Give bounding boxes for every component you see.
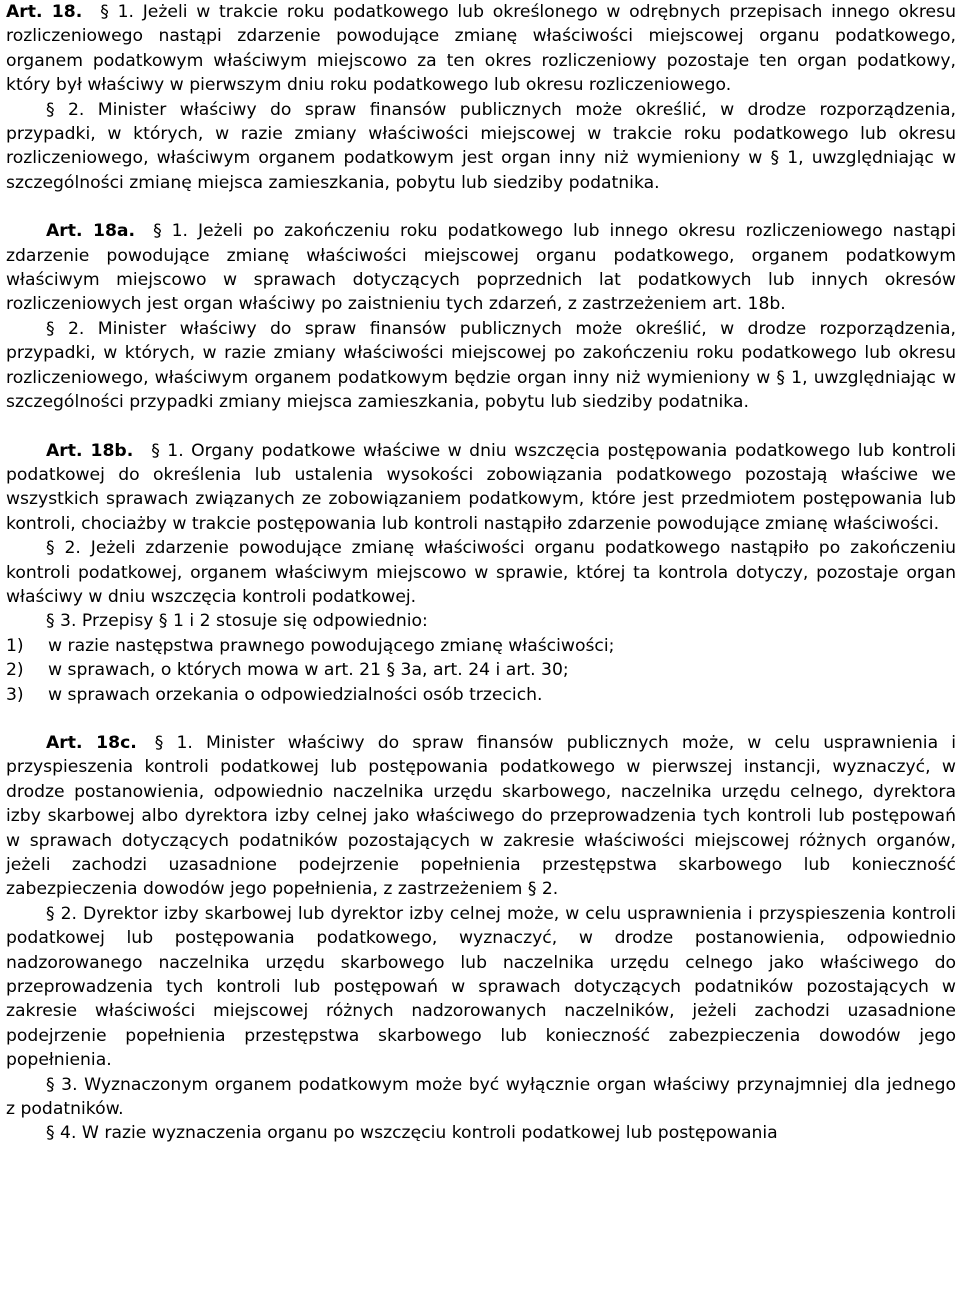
list-item: [6, 658, 956, 682]
list-item-number: 1): [6, 635, 24, 656]
list-item-number: 3): [6, 684, 24, 705]
article-18a-paragraph-1: [6, 219, 956, 317]
paragraph-text: § 1. Jeżeli po zakończeniu roku podatkowego lub innego okresu rozliczeniowego nastąpi zdarzenie powodujące zmianę właściwości miejscowej organu podatkowego, organem podatkowym właściwym miejscowo w sprawach dotyczących poprzednich lat podatkowych lub innych okresów rozliczeniowych jest organ właściwy po zaistnieniu tych zdarzeń, z zastrzeżeniem art. 18b.: [6, 221, 956, 315]
article-18b: [6, 439, 956, 707]
article-label: Art. 18.: [6, 2, 83, 22]
article-18c-paragraph-4: § 4. W razie wyznaczenia organu po wszczęciu kontroli podatkowej lub postępowania: [46, 1123, 778, 1144]
article-18c-paragraph-1: [6, 731, 956, 902]
list-item: [6, 634, 956, 658]
article-18-paragraph-1: [6, 0, 956, 98]
article-18a-paragraph-2: § 2. Minister właściwy do spraw finansów publicznych może określić, w drodze rozporządzenia, przypadki, w których, w razie zmiany właściwości miejscowej po zakończeniu roku podatkowego lub okresu rozliczeniowego, właściwym organem podatkowym będzie organ inny niż wymieniony w § 1, uwzględniając w szczególności przypadki zmiany miejsca zamieszkania, pobytu lub siedziby podatnika.: [6, 318, 956, 413]
article-label: Art. 18c.: [46, 732, 137, 753]
list-item: [6, 683, 956, 707]
article-18b-paragraph-2: § 2. Jeżeli zdarzenie powodujące zmianę właściwości organu podatkowego nastąpiło po zakończeniu kontroli podatkowej, organem właściwym miejscowo w sprawie, której ta kontrola dotyczy, pozostaje organ właściwy w dniu wszczęcia kontroli podatkowej.: [6, 538, 956, 607]
article-18-paragraph-2: § 2. Minister właściwy do spraw finansów publicznych może określić, w drodze rozporządzenia, przypadki, w których, w razie zmiany właściwości miejscowej w trakcie roku podatkowego lub okresu rozliczeniowego, właściwym organem podatkowym jest organ inny niż wymieniony w § 1, uwzględniając w szczególności zmianę miejsca zamieszkania, pobytu lub siedziby podatnika.: [6, 99, 956, 193]
article-18a: [6, 219, 956, 414]
paragraph-text: § 1. Organy podatkowe właściwe w dniu wszczęcia postępowania podatkowego lub kontroli podatkowej do określenia lub ustalenia wysokości zobowiązania podatkowego pozostają właściwe we wszystkich sprawach związanych ze zobowiązaniem podatkowym, które jest przedmiotem postępowania lub kontroli, chociażby w trakcie postępowania lub kontroli nastąpiło zdarzenie powodujące zmianę właściwości.: [6, 440, 956, 534]
article-18c-paragraph-3: § 3. Wyznaczonym organem podatkowym może być wyłącznie organ właściwy przynajmniej dla jednego z podatników.: [6, 1074, 956, 1120]
article-label: Art. 18b.: [46, 440, 134, 461]
article-18b-paragraph-3: § 3. Przepisy § 1 i 2 stosuje się odpowiednio:: [46, 611, 428, 632]
article-18c-paragraph-2: § 2. Dyrektor izby skarbowej lub dyrektor izby celnej może, w celu usprawnienia i przyspieszenia kontroli podatkowej lub postępowania podatkowego, wyznaczyć, w drodze postanowienia, odpowiednio nadzorowanego naczelnika urzędu skarbowego lub naczelnika urzędu celnego jako właściwego do przeprowadzenia tych kontroli lub postępowań w sprawach dotyczących podatników pozostających w zakresie właściwości miejscowej różnych nadzorowanych naczelników, jeżeli zachodzi uzasadnione podejrzenie popełnienia przestępstwa skarbowego lub konieczność zabezpieczenia dowodów jego popełnienia.: [6, 903, 956, 1071]
paragraph-text: § 1. Minister właściwy do spraw finansów publicznych może, w celu usprawnienia i przyspieszenia kontroli podatkowej lub postępowania podatkowego w pierwszej instancji, wyznaczyć, w drodze postanowienia, odpowiednio naczelnika urzędu skarbowego, naczelnika urzędu celnego, dyrektora izby skarbowej albo dyrektora izby celnej jako właściwego do przeprowadzenia tych kontroli lub postępowań w sprawach dotyczących podatników pozostających w zakresie właściwości miejscowej różnych organów, jeżeli zachodzi uzasadnione podejrzenie popełnienia przestępstwa skarbowego lub konieczność zabezpieczenia dowodów jego popełnienia, z zastrzeżeniem § 2.: [6, 732, 956, 900]
list-item-text: w razie następstwa prawnego powodującego zmianę właściwości;: [48, 635, 615, 656]
article-18b-paragraph-1: [6, 439, 956, 537]
article-label: Art. 18a.: [46, 221, 136, 242]
list-item-text: w sprawach, o których mowa w art. 21 § 3a, art. 24 i art. 30;: [48, 660, 569, 681]
list-item-number: 2): [6, 660, 24, 681]
article-18c: [6, 731, 956, 1146]
paragraph-text: § 1. Jeżeli w trakcie roku podatkowego lub określonego w odrębnych przepisach innego okresu rozliczeniowego nastąpi zdarzenie powodujące zmianę właściwości miejscowej organu podatkowego, organem podatkowym właściwym miejscowo za ten okres rozliczeniowy pozostaje ten organ podatkowy, który był właściwy w pierwszym dniu roku podatkowego lub okresu rozliczeniowego.: [6, 2, 956, 96]
article-18: [6, 0, 956, 195]
document-page: [6, 0, 956, 1146]
list-item-text: w sprawach orzekania o odpowiedzialności osób trzecich.: [48, 684, 543, 705]
